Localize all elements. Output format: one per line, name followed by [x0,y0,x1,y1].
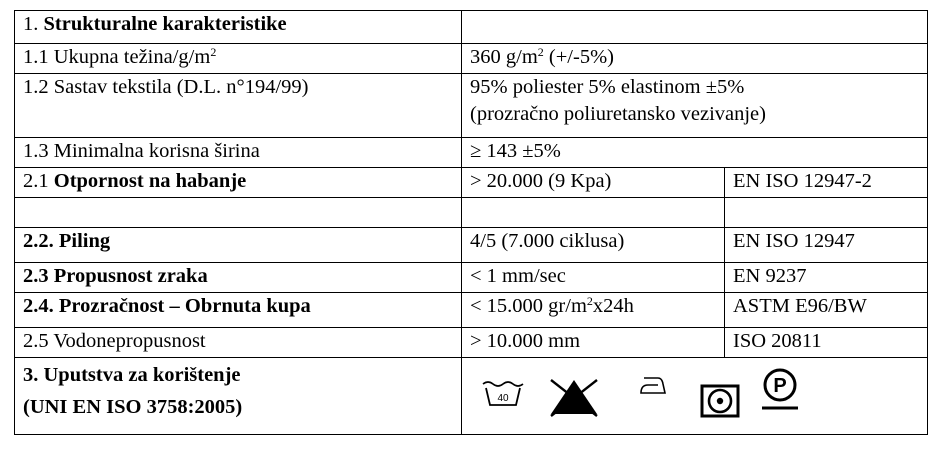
row-label-cell [15,11,462,44]
row-value-cell [462,328,725,358]
table-row [15,263,928,293]
table-row [15,74,928,138]
tumble-dry-icon [700,384,740,426]
care-heading: 3. Uputstva za korištenje [23,364,241,386]
row-value-line1: 95% poliester 5% elastinom ±5% [470,76,745,98]
no-bleach-icon [548,377,600,425]
section-title: Strukturalne karakteristike [43,13,287,35]
row-value-cell [462,168,725,198]
table-row [15,228,928,263]
row-label-cell [15,168,462,198]
row-value: ≥ 143 ±5% [470,140,561,162]
row-label: 1.1 Ukupna težina/g/m [23,46,211,68]
row-value: > 10.000 mm [470,330,581,352]
row-standard: EN ISO 12947-2 [733,170,872,192]
row-label: 1.3 Minimalna korisna širina [23,140,260,162]
empty-cell [462,11,928,44]
row-label: Otpornost na habanje [53,170,247,192]
row-value-suffix: x24h [592,295,634,317]
row-label-cell [15,358,462,435]
row-value-cell [462,138,928,168]
row-label-cell [15,228,462,263]
superscript: 2 [586,294,593,308]
superscript: 2 [537,45,544,59]
table-row [15,198,928,228]
empty-cell [462,198,725,228]
dry-clean-p-icon [758,367,802,423]
row-value-line2: (prozračno poliuretansko vezivanje) [470,103,766,125]
row-label: 2.5 Vodonepropusnost [23,330,206,352]
row-label: 2.4. Prozračnost – Obrnuta kupa [23,295,311,317]
row-label-cell [15,293,462,328]
row-standard-cell [725,328,928,358]
specification-table-wrapper [14,10,928,435]
table-row [15,358,928,435]
table-row [15,328,928,358]
row-label-cell [15,138,462,168]
table-row [15,293,928,328]
superscript: 2 [210,45,217,59]
row-value-cell [462,44,928,74]
wash-temperature: 40 [497,393,509,404]
section-number: 1. [23,13,44,35]
row-label: 2.3 Propusnost zraka [23,265,208,287]
table-row [15,44,928,74]
row-standard-cell [725,263,928,293]
care-symbols [462,358,927,430]
table-row [15,11,928,44]
row-value-cell [462,263,725,293]
row-value: 4/5 (7.000 ciklusa) [470,230,625,252]
row-standard-cell [725,293,928,328]
row-standard: ISO 20811 [733,330,822,352]
row-number: 2.1 [23,170,54,192]
row-standard: EN ISO 12947 [733,230,855,252]
row-value-cell [462,74,928,138]
row-standard: EN 9237 [733,265,807,287]
row-value: > 20.000 (9 Kpa) [470,170,612,192]
row-standard-cell [725,228,928,263]
row-label-cell [15,44,462,74]
empty-cell [15,198,462,228]
row-value: 360 g/m [470,46,538,68]
specification-table [14,10,928,435]
wash-40-icon [480,380,526,416]
row-label: 2.2. Piling [23,230,111,252]
care-symbols-cell [462,358,928,435]
row-label-cell [15,328,462,358]
empty-cell [725,198,928,228]
table-row [15,138,928,168]
row-label-cell [15,263,462,293]
row-standard-cell [725,168,928,198]
care-standard: (UNI EN ISO 3758:2005) [23,396,243,418]
row-label-cell [15,74,462,138]
iron-icon [638,374,668,404]
table-row [15,168,928,198]
row-value: < 15.000 gr/m [470,295,587,317]
svg-text:P: P [773,375,787,397]
row-value-suffix: (+/-5%) [543,46,614,68]
row-value-cell [462,228,725,263]
row-standard: ASTM E96/BW [733,295,867,317]
row-value-cell [462,293,725,328]
row-value: < 1 mm/sec [470,265,566,287]
row-label: 1.2 Sastav tekstila (D.L. n°194/99) [23,76,309,98]
